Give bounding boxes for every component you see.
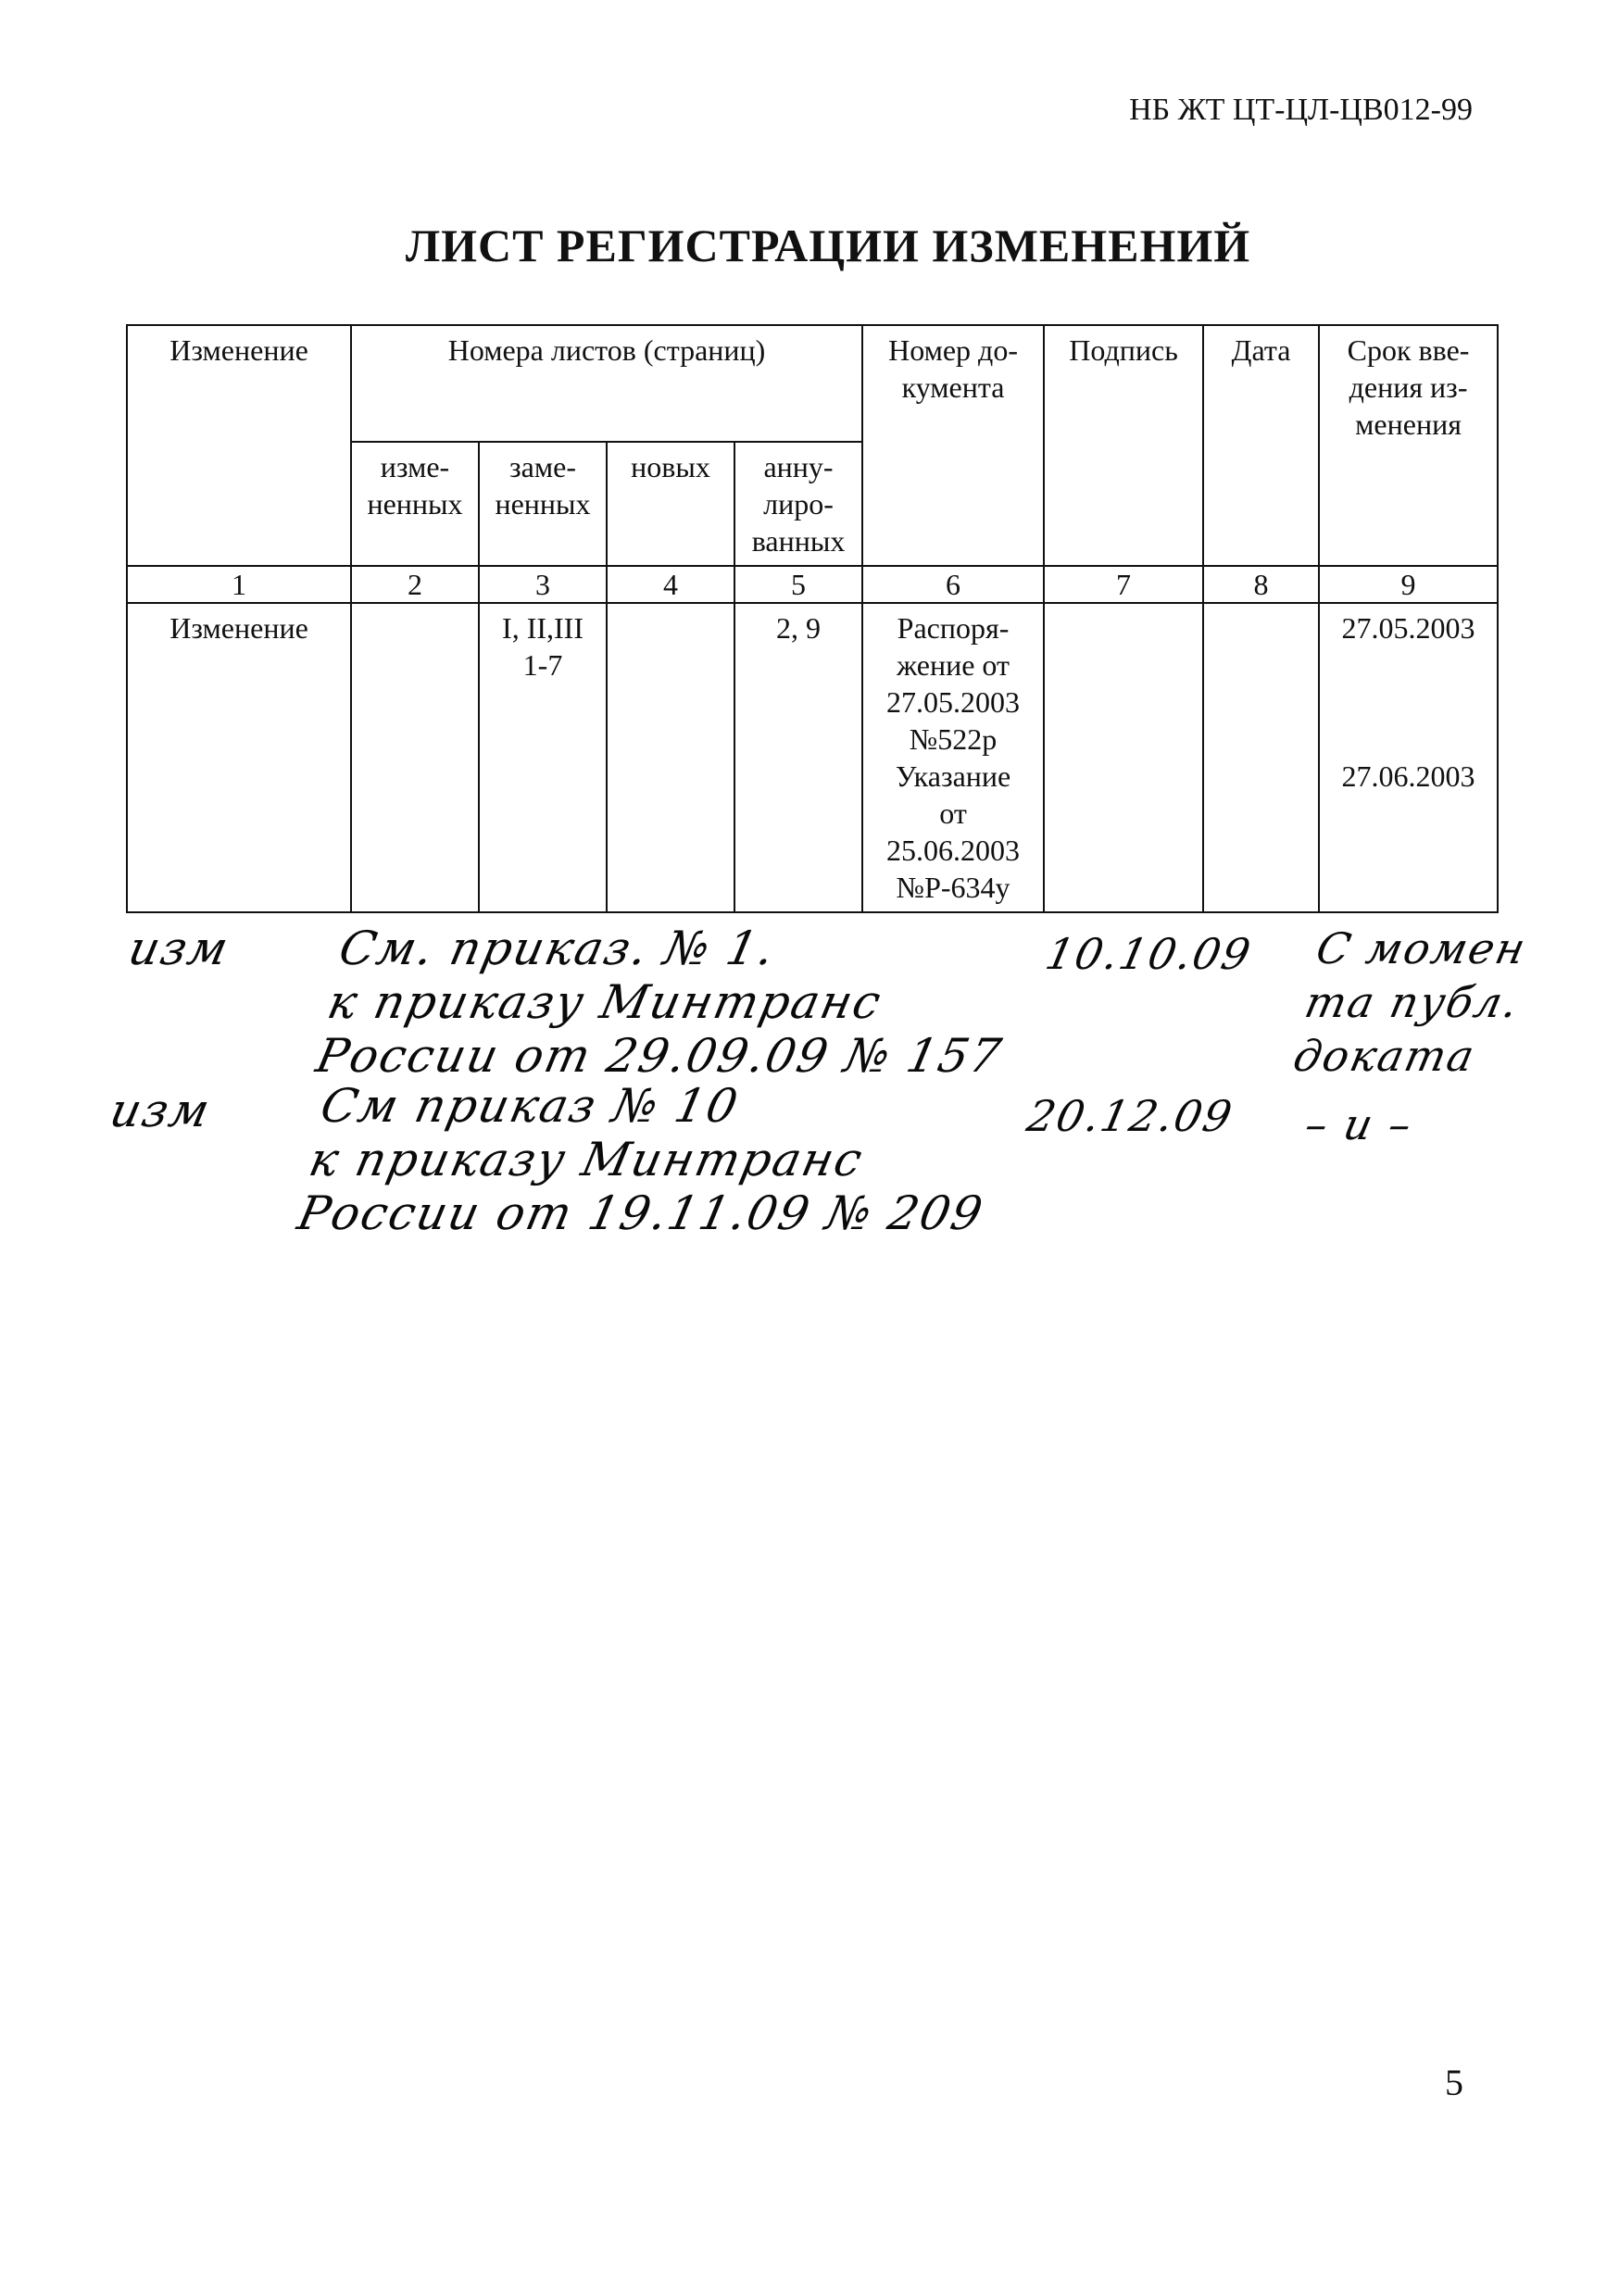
cell-annulled: 2, 9	[734, 603, 862, 912]
document-code: НБ ЖТ ЦТ-ЦЛ-ЦВ012-99	[1129, 93, 1473, 127]
handwritten-signature-date: 20.12.09	[1023, 1091, 1238, 1141]
column-number: 7	[1044, 566, 1203, 603]
column-number: 5	[734, 566, 862, 603]
header-signature: Подпись	[1044, 325, 1203, 566]
cell-change: Изменение	[127, 603, 351, 912]
header-new: новых	[607, 442, 734, 566]
cell-replaced: I, II,III 1-7	[479, 603, 607, 912]
cell-date	[1203, 603, 1319, 912]
header-doc-number: Номер до- кумента	[862, 325, 1044, 566]
column-number: 3	[479, 566, 607, 603]
handwritten-signature-date: 10.10.09	[1041, 929, 1257, 979]
header-sheet-numbers: Номера листов (страниц)	[351, 325, 862, 442]
handwritten-effective: С момен та публ. доката	[1288, 923, 1532, 1081]
header-changed: изме- ненных	[351, 442, 479, 566]
header-change: Изменение	[127, 325, 351, 566]
column-number: 4	[607, 566, 734, 603]
cell-doc-number: Распоря- жение от 27.05.2003 №522р Указание от 25.06.2003 №Р-634у	[862, 603, 1044, 912]
header-date: Дата	[1203, 325, 1319, 566]
table-header-row	[127, 325, 1498, 442]
handwritten-note: См. приказ. № 1. к приказу Минтранс России от 29.09.09 № 157	[311, 922, 1008, 1083]
table-row	[127, 603, 1498, 912]
cell-effective-date: 27.05.2003 27.06.2003	[1319, 603, 1498, 912]
header-replaced: заме- ненных	[479, 442, 607, 566]
header-effective-date: Срок вве- дения из- менения	[1319, 325, 1498, 566]
page-title: ЛИСТ РЕГИСТРАЦИИ ИЗМЕНЕНИЙ	[405, 220, 1251, 271]
handwritten-label: изм	[123, 922, 235, 975]
column-number: 6	[862, 566, 1044, 603]
header-annulled: анну- лиро- ванных	[734, 442, 862, 566]
handwritten-effective: – и –	[1300, 1099, 1418, 1149]
column-number: 8	[1203, 566, 1319, 603]
column-number: 9	[1319, 566, 1498, 603]
page-number: 5	[1445, 2062, 1463, 2103]
handwritten-label: изм	[105, 1084, 217, 1137]
cell-signature	[1044, 603, 1203, 912]
column-number: 2	[351, 566, 479, 603]
change-registration-table	[126, 324, 1499, 913]
cell-changed	[351, 603, 479, 912]
column-number-row	[127, 566, 1498, 603]
column-number: 1	[127, 566, 351, 603]
cell-new	[607, 603, 734, 912]
handwritten-note: См приказ № 10 к приказу Минтранс России от 19.11.09 № 209	[293, 1079, 989, 1240]
